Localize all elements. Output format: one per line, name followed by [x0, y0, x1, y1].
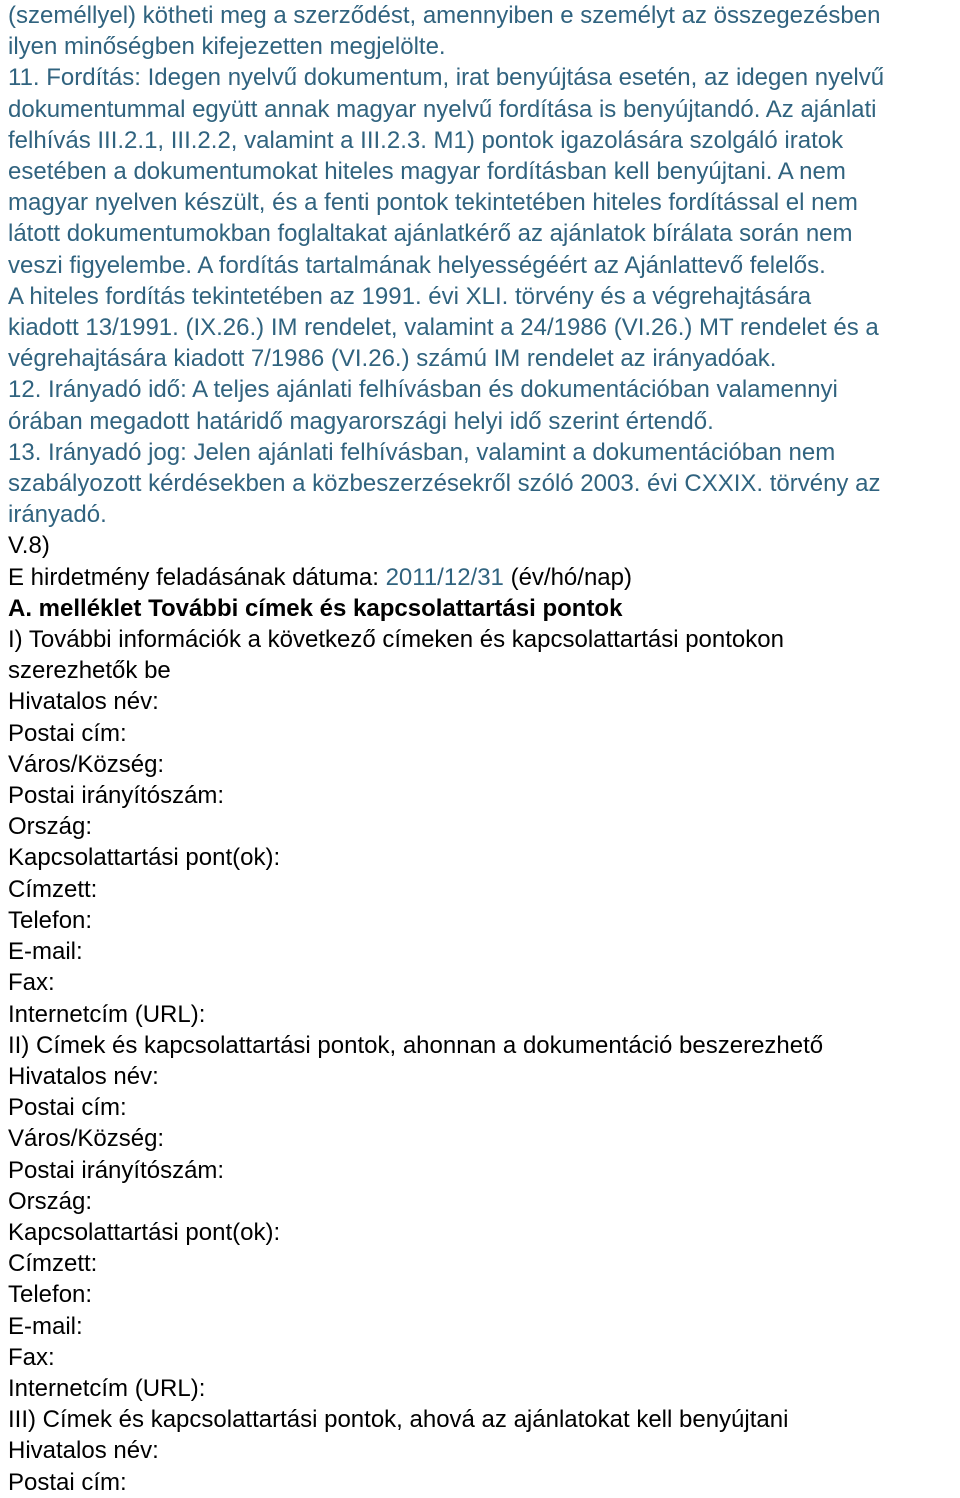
- field-official-name: Hivatalos név:: [8, 688, 159, 716]
- item-11-translation: [8, 62, 956, 374]
- dispatch-date-format: (év/hó/nap): [503, 563, 632, 591]
- text-line: dokumentummal együtt annak magyar nyelvű fordítása is benyújtandó. Az ajánlati: [8, 95, 877, 123]
- field-telephone: Telefon:: [8, 906, 93, 934]
- field-official-name: Hivatalos név:: [8, 1062, 159, 1090]
- text-line: felhívás III.2.1, III.2.2, valamint a III.2.3. M1) pontok igazolására szolgáló iratok: [8, 126, 844, 154]
- text-line: kiadott 13/1991. (IX.26.) IM rendelet, valamint a 24/1986 (VI.26.) MT rendelet és a: [8, 314, 879, 342]
- field-email: E-mail:: [8, 1312, 83, 1340]
- field-contact-points: Kapcsolattartási pont(ok):: [8, 1218, 281, 1246]
- field-town: Város/Község:: [8, 1125, 165, 1153]
- field-postal-address: Postai cím:: [8, 1468, 127, 1496]
- dispatch-date-label: E hirdetmény feladásának dátuma:: [8, 563, 386, 591]
- field-postal-address: Postai cím:: [8, 719, 127, 747]
- intro-paragraph: [8, 0, 956, 62]
- field-country: Ország:: [8, 1187, 93, 1215]
- field-email: E-mail:: [8, 938, 83, 966]
- annex-a: [8, 593, 956, 1498]
- part-2-heading: II) Címek és kapcsolattartási pontok, ahonnan a dokumentáció beszerezhető: [8, 1031, 824, 1059]
- part-1-heading: szerezhetők be: [8, 657, 171, 685]
- field-country: Ország:: [8, 813, 93, 841]
- text-line: (személlyel) kötheti meg a szerződést, amennyiben e személyt az összegezésben: [8, 2, 881, 29]
- part-3-heading: III) Címek és kapcsolattartási pontok, ahová az ajánlatokat kell benyújtani: [8, 1406, 789, 1434]
- field-official-name: Hivatalos név:: [8, 1437, 159, 1465]
- item-13-governing-law: [8, 437, 956, 531]
- text-line: ilyen minőségben kifejezetten megjelölte.: [8, 33, 446, 61]
- text-line: 13. Irányadó jog: Jelen ajánlati felhívásban, valamint a dokumentációban nem: [8, 438, 836, 466]
- field-postal-address: Postai cím:: [8, 1094, 127, 1122]
- dispatch-date-row: [8, 562, 956, 593]
- text-line: magyar nyelven készült, és a fenti pontok tekintetében hiteles fordítással el nem: [8, 189, 858, 217]
- field-url: Internetcím (URL):: [8, 1000, 206, 1028]
- section-heading: V.8): [8, 532, 50, 560]
- field-telephone: Telefon:: [8, 1281, 93, 1309]
- field-attention: Címzett:: [8, 1250, 98, 1278]
- field-postal-code: Postai irányítószám:: [8, 1156, 225, 1184]
- field-fax: Fax:: [8, 1343, 55, 1371]
- text-line: veszi figyelembe. A fordítás tartalmának helyességéért az Ajánlattevő felelős.: [8, 251, 826, 279]
- document-page: [8, 0, 956, 1498]
- text-line: irányadó.: [8, 501, 107, 529]
- item-12-governing-time: [8, 374, 956, 436]
- dispatch-date-value: 2011/12/31: [385, 563, 504, 591]
- text-line: A hiteles fordítás tekintetében az 1991. évi XLI. törvény és a végrehajtására: [8, 282, 812, 310]
- text-line: esetében a dokumentumokat hiteles magyar fordításban kell benyújtani. A nem: [8, 158, 846, 186]
- field-attention: Címzett:: [8, 875, 98, 903]
- text-line: 11. Fordítás: Idegen nyelvű dokumentum, irat benyújtása esetén, az idegen nyelvű: [8, 64, 885, 92]
- text-line: 12. Irányadó idő: A teljes ajánlati felhívásban és dokumentációban valamennyi: [8, 376, 838, 404]
- text-line: látott dokumentumokban foglaltakat ajánlatkérő az ajánlatok bírálata során nem: [8, 220, 853, 248]
- annex-title: A. melléklet További címek és kapcsolattartási pontok: [8, 594, 623, 622]
- field-postal-code: Postai irányítószám:: [8, 782, 225, 810]
- part-1-heading: I) További információk a következő címeken és kapcsolattartási pontokon: [8, 626, 784, 654]
- text-line: végrehajtására kiadott 7/1986 (VI.26.) számú IM rendelet az irányadóak.: [8, 345, 777, 373]
- text-line: szabályozott kérdésekben a közbeszerzésekről szóló 2003. évi CXXIX. törvény az: [8, 470, 881, 498]
- text-line: órában megadott határidő magyarországi helyi idő szerint értendő.: [8, 407, 714, 435]
- field-town: Város/Község:: [8, 750, 165, 778]
- section-v8: [8, 530, 956, 592]
- field-url: Internetcím (URL):: [8, 1374, 206, 1402]
- field-fax: Fax:: [8, 969, 55, 997]
- field-contact-points: Kapcsolattartási pont(ok):: [8, 844, 281, 872]
